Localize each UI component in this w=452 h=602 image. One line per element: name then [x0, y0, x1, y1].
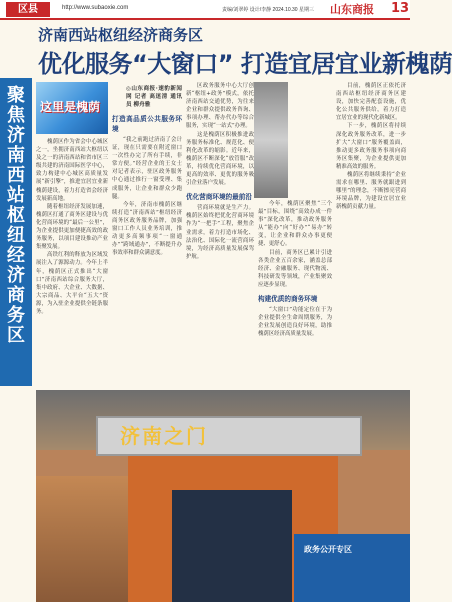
paragraph: 高铁红利的释放为区域发展注入了源源动力。今年上半年，槐荫区正式推出“大窗口”济南西站综合服务大厅，集中政府、大企业、大数据、大宗商品、大平台“五大”资源，为入驻企业提供全链条服务。: [36, 252, 108, 315]
masthead-bar: [0, 0, 410, 20]
section-heading: 构建优质的商务环境: [258, 295, 318, 304]
photo-notice-board-text: 政务公开专区: [304, 545, 352, 554]
section-heading: 打造高品质公共服务环境: [112, 115, 182, 133]
page-number: 13: [391, 1, 410, 16]
section-heading: 优化营商环境的最前沿: [186, 193, 252, 202]
site-url[interactable]: http://www.subaoxie.com: [62, 5, 129, 11]
photo-left-wall: [36, 476, 128, 602]
article-column-2: [112, 82, 182, 386]
paragraph: 随着枢纽经济发展加速，槐荫区打通了商务区建设与优化营商环境的“最后一公里”，为企业提供更加便捷高效的政务服务，以项目建设推动产业集聚发展。: [36, 203, 108, 251]
lead-photo-text: 这里是槐荫: [40, 100, 101, 114]
paragraph: 下一步，槐荫区将持续深化政务服务改革，进一步扩大“大窗口”服务覆盖面，推动更多政务服务事项向商务区集聚，为企业提供更加精准高效的服务。: [336, 123, 406, 170]
side-banner-text: 聚焦济南西站枢纽经济商务区: [7, 85, 25, 346]
photo-pillar: [254, 82, 288, 198]
lead-photo: [36, 82, 108, 134]
photo-entrance: [172, 490, 292, 602]
article-column-4: [258, 200, 332, 386]
issue-info: 责编/刘翠婷 设计/李静 2024.10.30 星期三: [222, 7, 314, 13]
headline-title: 优化服务“大窗口” 打造宜居宜业新槐荫: [38, 50, 452, 78]
paper-name: 山东商报: [330, 3, 374, 16]
paragraph: 目前，商务区已累计引进各类企业五百余家，涵盖总部经济、金融服务、现代物流、科技研发等领域，产业集聚效应逐步显现。: [258, 249, 332, 288]
photo-sign-text: 济南之门: [120, 424, 208, 448]
paragraph: 这是槐荫区积极推进政务服务标准化、规范化、便利化改革的缩影。近年来，槐荫区不断深化“放管服”改革，持续优化营商环境，以更高的效率、更优的服务吸引企业落户发展。: [186, 131, 254, 187]
paragraph: 营商环境就是生产力。槐荫区始终把优化营商环境作为“一把手”工程，聚焦企业需求，着力打造市场化、法治化、国际化一流营商环境，为经济高质量发展保驾护航。: [186, 205, 254, 260]
paragraph: 目前，槐荫区正依托济南西站枢纽经济商务区建设，加快完善配套设施，优化公共服务供给，着力打造宜居宜业的现代化新城区。: [336, 83, 406, 122]
article-column-5: [336, 82, 406, 386]
article-column-1: [36, 138, 108, 386]
paragraph: 槐荫区作为省会中心城区之一，坐拥济南西站大枢纽以及之一的济南西站和省市区三级共建的济南国际医学中心，致力构建中心城区高质量发展“新引擎”，推进宜居宜业新槐荫建设，着力打造省会经济发展新高地。: [36, 139, 108, 202]
byline: ◎山东商报·速豹新闻网 记者 高迷清 通讯员 柳舟雅: [126, 86, 182, 108]
paragraph: “我之前跑过济南了会计证，现在只需要在附近窗口一次性办完了所有手续，非常方便。”经营企业的王女士对记者表示，驻区政务服务中心通过推行一窗受理、集成服务，让企业和群众少跑腿。: [112, 137, 182, 200]
paragraph: 区政务服务中心大厅创新“枢纽+政务”模式，依托济南西站交通优势，为往来企业和群众提供政务咨询、事项办理、帮办代办等综合服务，实现“一站式”办理。: [186, 83, 254, 130]
paragraph: “大窗口”功能定位在于为企业提供全生命周期服务，为企业发展创造良好环境，助推槐荫区经济高质量发展。: [258, 307, 332, 338]
paragraph: 今年，济南市槐荫区继续打造“济南西站”枢纽经济商务区政务服务品牌，加强窗口工作人员业务培训，推动更多高频事项“一窗通办”“跨域通办”，不断提升办事效率和群众满意度。: [112, 201, 182, 257]
paragraph: 今年，槐荫区聚焦“三个最”目标，围绕“高效办成一件事”深化改革，推动政务服务从“能办”向“好办”“易办”转变，让企业和群众办事更便捷、更舒心。: [258, 201, 332, 248]
article-column-3: [186, 82, 254, 386]
paragraph: 槐荫区将继续秉持“企业需求在哪里、服务就跟进到哪里”的理念，不断擦亮营商环境品牌，为建设宜居宜业新槐荫贡献力量。: [336, 172, 406, 211]
section-tag: 区县: [6, 2, 50, 17]
bottom-photo: [36, 390, 410, 602]
headline-subtitle: 济南西站枢纽经济商务区: [38, 26, 204, 44]
